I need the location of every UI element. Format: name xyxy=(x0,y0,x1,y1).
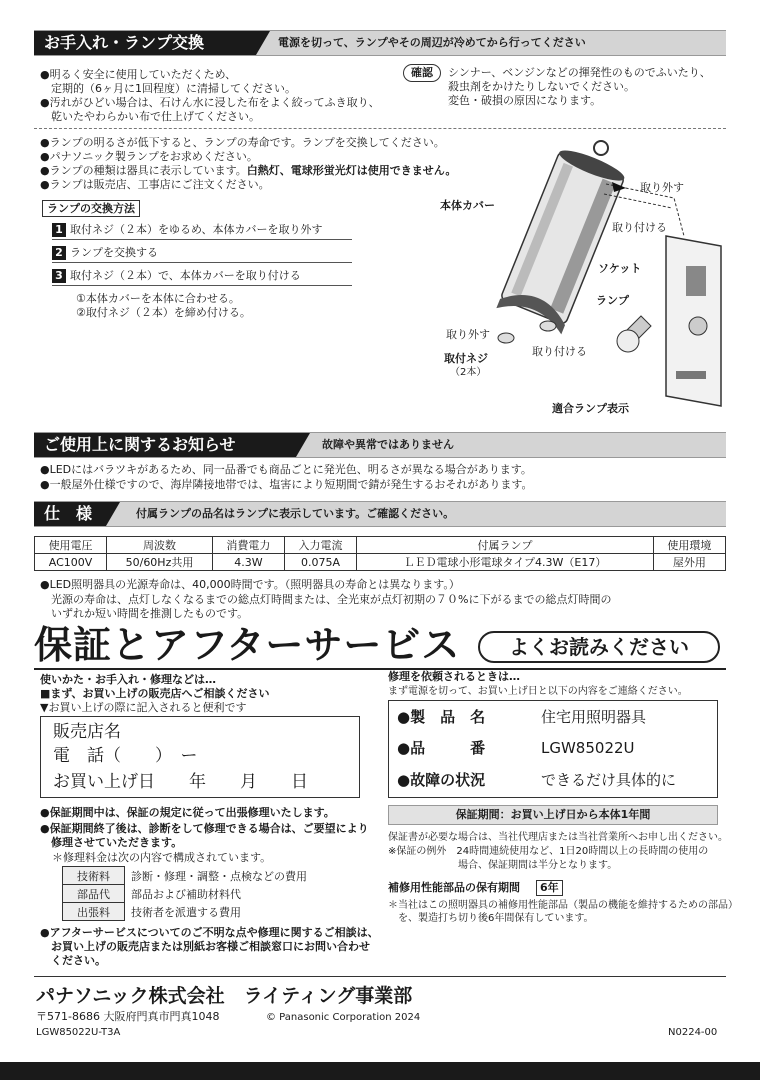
cost-row xyxy=(63,903,314,921)
step-number: 3 xyxy=(52,269,66,283)
spec-frequency: 50/60Hz共用 xyxy=(107,554,213,571)
warranty-rule xyxy=(34,668,726,670)
cost-label: 技術料 xyxy=(63,867,125,885)
cost-label: 出張料 xyxy=(63,903,125,921)
parts-years: 6年 xyxy=(536,880,563,896)
cost-row xyxy=(63,867,314,885)
warranty-text-7: ください。 xyxy=(40,954,106,967)
spec-voltage: AC100V xyxy=(35,554,107,571)
step-1 xyxy=(52,220,352,240)
spec-environment: 屋外用 xyxy=(653,554,725,571)
cost-desc: 部品および補助材料代 xyxy=(131,887,241,901)
revision-code: N0224-00 xyxy=(668,1027,718,1038)
fig-screw-label: 取付ネジ xyxy=(444,352,488,365)
lamp-text-3: ●ランプの種類は器具に表示しています。 xyxy=(40,164,247,177)
warranty-text-6: お買い上げの販売店または別紙お客様ご相談窓口にお問い合わせ xyxy=(40,940,370,953)
notice-text-2: ●一般屋外仕様ですので、海岸隣接地帯では、塩害により短期間で錆が発生するおそれがあります。 xyxy=(40,478,533,491)
care-text-4: 乾いたやわらかい布で仕上げてください。 xyxy=(40,110,260,123)
warranty-text-3: 修理させていただきます。 xyxy=(40,836,183,849)
fig-indicator-label: 適合ランプ表示 xyxy=(552,402,629,415)
spec-current: 0.075A xyxy=(284,554,356,571)
spec-head-current: 入力電流 xyxy=(284,537,356,554)
notice-subtitle: 故障や異常ではありません xyxy=(322,438,454,451)
repair-info-box xyxy=(388,700,718,798)
notice-title: ご使用上に関するお知らせ xyxy=(34,433,296,457)
document-code: LGW85022U-T3A xyxy=(36,1027,121,1038)
fault-status-label: ●故障の状況 xyxy=(397,771,486,789)
life-text-3: いずれか短い時間を推測したものです。 xyxy=(40,607,249,620)
right-text-1: 保証書が必要な場合は、当社代理店または当社営業所へお申し出ください。 xyxy=(388,832,728,843)
caution-text-2: 殺虫剤をかけたりしないでください。 xyxy=(448,80,635,93)
spec-value-row xyxy=(35,554,726,571)
cost-desc: 診断・修理・調整・点検などの費用 xyxy=(131,869,307,883)
fault-status-value: できるだけ具体的に xyxy=(541,771,677,789)
substep-2: ②取付ネジ（２本）を締め付ける。 xyxy=(76,306,251,319)
life-text-2: 光源の寿命は、点灯しなくなるまでの総点灯時間または、全光束が点灯初期の７０%に下がるまでの総点灯時間の xyxy=(40,593,612,606)
care-header xyxy=(34,30,726,56)
spec-head-frequency: 周波数 xyxy=(107,537,213,554)
notice-text-1: ●LEDにはバラツキがあるため、同一品番でも商品ごとに発光色、明るさが異なる場合があります。 xyxy=(40,463,532,476)
care-text-1: ●明るく安全に使用していただくため、 xyxy=(40,68,237,81)
purchase-record-box xyxy=(40,716,360,798)
care-text-3: ●汚れがひどい場合は、石けん水に浸した布をよく絞ってふき取り、 xyxy=(40,96,380,109)
phone-field: 電 話（ ） ー xyxy=(53,746,198,766)
method-title: ランプの交換方法 xyxy=(42,200,140,217)
copyright: © Panasonic Corporation 2024 xyxy=(266,1012,421,1023)
purchase-date-field: お買い上げ日 年 月 日 xyxy=(53,772,308,792)
spec-head-environment: 使用環境 xyxy=(653,537,725,554)
care-subtitle: 電源を切って、ランプやその周辺が冷めてから行ってください xyxy=(278,36,586,49)
lamp-text-4: ●ランプは販売店、工事店にご注文ください。 xyxy=(40,178,270,191)
fig-socket-label: ソケット xyxy=(598,262,642,275)
fig-cover-label: 本体カバー xyxy=(440,199,495,212)
right-text-3: 場合、保証期間は半分となります。 xyxy=(388,860,618,871)
fig-screw-count: （2本） xyxy=(450,367,487,378)
fig-attach-screw-label: 取り付ける xyxy=(532,345,587,358)
fig-remove-screw-label: 取り外す xyxy=(446,328,490,341)
model-number-label: ●品 番 xyxy=(397,739,486,757)
parts-label: 補修用性能部品の保有期間 xyxy=(388,881,520,894)
warranty-text-2: ●保証期間終了後は、診断をして修理できる場合は、ご要望により xyxy=(40,822,369,835)
step-3 xyxy=(52,266,352,286)
step-text: 取付ネジ（２本）で、本体カバーを取り付ける xyxy=(70,269,301,282)
spec-head-lamp: 付属ランプ xyxy=(357,537,654,554)
right-heading-1: 修理を依頼されるときは… xyxy=(388,670,520,683)
repair-cost-table xyxy=(62,866,314,921)
warranty-title: 保証とアフターサービス xyxy=(34,623,461,667)
warranty-text-5: ●アフターサービスについてのご不明な点や修理に関するご相談は、 xyxy=(40,926,379,939)
fig-remove-label: 取り外す xyxy=(640,181,684,194)
spec-header xyxy=(34,501,726,527)
parts-text-1: ＊当社はこの照明器具の補修用性能部品（製品の機能を維持するための部品） xyxy=(388,900,738,911)
left-heading-1: 使いかた・お手入れ・修理などは… xyxy=(40,673,216,686)
cost-row xyxy=(63,885,314,903)
right-text-2: ※保証の例外 24時間連続使用など、1日20時間以上の長時間の使用の xyxy=(388,846,709,857)
step-text: ランプを交換する xyxy=(70,246,158,259)
spec-subtitle: 付属ランプの品名はランプに表示しています。ご確認ください。 xyxy=(136,507,455,520)
cost-desc: 技術者を派遣する費用 xyxy=(131,905,241,919)
model-number-value: LGW85022U xyxy=(541,739,635,757)
product-name-label: ●製 品 名 xyxy=(397,708,486,726)
left-heading-2: ■まず、お買い上げの販売店へご相談ください xyxy=(40,687,270,700)
warranty-text-4: ＊修理料金は次の内容で構成されています。 xyxy=(52,851,272,864)
parts-text-2: を、製造打ち切り後6年間保有しています。 xyxy=(388,913,594,924)
spec-head-power: 消費電力 xyxy=(212,537,284,554)
notice-header xyxy=(34,432,726,458)
product-name-value: 住宅用照明器具 xyxy=(541,708,647,726)
company-address: 〒571-8686 大阪府門真市門真1048 xyxy=(36,1010,220,1023)
lamp-text-1: ●ランプの明るさが低下すると、ランプの寿命です。ランプを交換してください。 xyxy=(40,136,445,149)
step-number: 2 xyxy=(52,246,66,260)
confirm-badge: 確認 xyxy=(403,64,441,82)
bottom-bar xyxy=(0,1062,760,1080)
care-divider xyxy=(34,128,726,129)
warranty-text-1: ●保証期間中は、保証の規定に従って出張修理いたします。 xyxy=(40,806,335,819)
fig-lamp-label: ランプ xyxy=(596,294,629,307)
step-2 xyxy=(52,243,352,263)
step-number: 1 xyxy=(52,223,66,237)
right-heading-2: まず電源を切って、お買い上げ日と以下の内容をご連絡ください。 xyxy=(388,686,688,697)
fig-attach-label: 取り付ける xyxy=(612,221,667,234)
left-heading-3: ▼お買い上げの際に記入されると便利です xyxy=(40,701,247,714)
care-text-2: 定期的（6ヶ月に1回程度）に清掃してください。 xyxy=(40,82,296,95)
spec-power: 4.3W xyxy=(212,554,284,571)
spec-table xyxy=(34,536,726,571)
lamp-warning: 白熱灯、電球形蛍光灯は使用できません。 xyxy=(246,164,457,177)
read-badge: よくお読みください xyxy=(478,631,720,663)
warranty-period: 保証期間：お買い上げ日から本体1年間 xyxy=(388,805,718,825)
company-name: パナソニック株式会社 ライティング事業部 xyxy=(36,985,413,1007)
spec-header-row xyxy=(35,537,726,554)
store-name-field: 販売店名 xyxy=(53,722,121,742)
spec-head-voltage: 使用電圧 xyxy=(35,537,107,554)
cost-label: 部品代 xyxy=(63,885,125,903)
substep-1: ①本体カバーを本体に合わせる。 xyxy=(76,292,240,305)
footer-rule xyxy=(34,976,726,977)
lamp-text-2: ●パナソニック製ランプをお求めください。 xyxy=(40,150,258,163)
spec-lamp: ＬＥＤ電球小形電球タイプ4.3W（E17） xyxy=(357,554,654,571)
care-title: お手入れ・ランプ交換 xyxy=(34,31,256,55)
life-text-1: ●LED照明器具の光源寿命は、40,000時間です。（照明器具の寿命とは異なります。） xyxy=(40,578,460,591)
step-text: 取付ネジ（２本）をゆるめ、本体カバーを取り外す xyxy=(70,223,323,236)
caution-text-1: シンナー、ベンジンなどの揮発性のものでふいたり、 xyxy=(448,66,711,79)
caution-text-3: 変色・破損の原因になります。 xyxy=(448,94,602,107)
spec-title: 仕 様 xyxy=(34,502,106,526)
